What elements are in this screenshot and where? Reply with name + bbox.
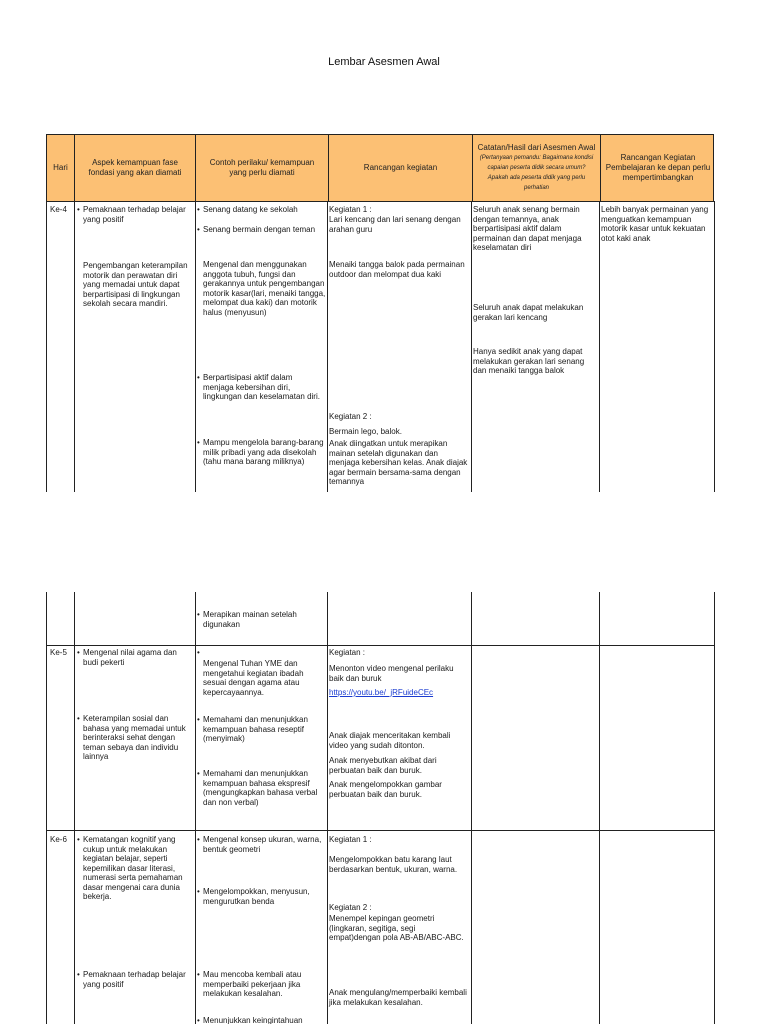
contoh-item: • Memahami dan menunjukkan kemampuan bahasa reseptif (menyimak) — [197, 715, 325, 744]
kegiatan-title: Kegiatan 2 : — [329, 412, 372, 421]
kegiatan-text: Anak mengelompokkan gambar perbuatan baik dan buruk. — [329, 780, 442, 799]
aspek-item: Pengembangan keterampilan motorik dan perawatan diri yang memadai untuk dapat berpartisipasi di lingkungan sekolah secara mandiri. — [83, 261, 188, 308]
header-catatan-note: (Pertanyaan pemandu: Bagaimana kondisi capaian peserta didik secara umum? Apakah ada peserta didik yang perlu perhatian — [479, 155, 594, 191]
kegiatan-text: Menempel kepingan geometri (lingkaran, segitiga, segi empat)dengan pola AB-AB/ABC-ABC. — [329, 914, 464, 942]
aspek-item: • Kematangan kognitif yang cukup untuk melakukan kegiatan belajar, seperti kepemilikan dasar literasi, numerasi serta pemahaman dasar mengenai cara dunia bekerja. — [77, 835, 193, 902]
header-catatan — [473, 135, 600, 201]
header-aspek: Aspek kemampuan fase fondasi yang akan diamati — [88, 158, 182, 177]
bullet-mark: • — [197, 648, 200, 657]
contoh-item: • Memahami dan menunjukkan kemampuan bahasa ekspresif (mengungkapkan bahasa verbal dan non verbal) — [197, 769, 325, 807]
kegiatan-title: Kegiatan 2 : — [329, 903, 372, 912]
aspek-item: • Pemaknaan terhadap belajar yang positif — [77, 205, 193, 224]
document-title: Lembar Asesmen Awal — [328, 56, 440, 68]
table-header — [46, 134, 714, 202]
row-ke5-hari: Ke-5 — [50, 648, 67, 657]
kegiatan-text: Bermain lego, balok. — [329, 427, 402, 436]
catatan-text: Seluruh anak dapat melakukan gerakan lari kencang — [473, 303, 584, 322]
contoh-item: Mengenal Tuhan YME dan mengetahui kegiatan ibadah sesuai dengan agama atau kepercayaannya. — [203, 659, 304, 697]
header-hari: Hari — [53, 163, 68, 172]
kegiatan-text: Mengelompokkan batu karang laut berdasarkan bentuk, ukuran, warna. — [329, 855, 458, 874]
video-link[interactable]: https://youtu.be/_jRFuideCEc — [329, 688, 434, 697]
contoh-item: • Mengenal konsep ukuran, warna, bentuk geometri — [197, 835, 325, 854]
catatan-text: Hanya sedikit anak yang dapat melakukan gerakan lari senang dan menaiki tangga balok — [473, 347, 585, 375]
kegiatan-title: Kegiatan 1 : — [329, 835, 372, 844]
rancangan-depan-text: Lebih banyak permainan yang menguatkan kemampuan motorik kasar untuk kekuatan otot kaki anak — [601, 205, 709, 243]
kegiatan-title: Kegiatan : — [329, 648, 366, 657]
kegiatan-text: Anak diingatkan untuk merapikan mainan setelah digunakan dan menjaga kebersihan kelas. Anak diajak agar bermain bersama-sama dengan temannya — [329, 439, 468, 486]
aspek-item: • Keterampilan sosial dan bahasa yang memadai untuk berinteraksi sehat dengan teman sebaya dan individu lainnya — [77, 714, 193, 762]
header-contoh: Contoh perilaku/ kemampuan yang perlu diamati — [209, 158, 315, 177]
aspek-item: • Mengenal nilai agama dan budi pekerti — [77, 648, 193, 667]
contoh-item: • Senang bermain dengan teman — [197, 225, 325, 235]
contoh-item: • Menunjukkan keingintahuan — [197, 1016, 325, 1024]
contoh-item: • Mau mencoba kembali atau memperbaiki pekerjaan jika melakukan kesalahan. — [197, 970, 325, 999]
row-ke4-hari: Ke-4 — [50, 205, 67, 214]
aspek-item: • Pemaknaan terhadap belajar yang positif — [77, 970, 193, 989]
header-rancangan-depan: Rancangan Kegiatan Pembelajaran ke depan perlu mempertimbangkan — [605, 153, 711, 182]
contoh-item: • Berpartisipasi aktif dalam menjaga kebersihan diri, lingkungan dan keselamatan diri. — [197, 373, 325, 402]
contoh-item: Mengenal dan menggunakan anggota tubuh, fungsi dan gerakannya untuk pengembangan motorik kasar(lari, menaiki tangga, melompat dua kaki) dan motorik halus (menyusun) — [203, 260, 326, 317]
kegiatan-text: Anak menyebutkan akibat dari perbuatan baik dan buruk. — [329, 756, 437, 775]
catatan-text: Seluruh anak senang bermain dengan temannya, anak berpartisipasi aktif dalam permainan dan dapat menjaga keselamatan diri — [473, 205, 582, 252]
kegiatan-text: Lari kencang dan lari senang dengan arahan guru — [329, 215, 461, 234]
header-catatan-label: Catatan/Hasil dari Asesmen Awal — [477, 143, 596, 152]
contoh-item: • Senang datang ke sekolah — [197, 205, 325, 215]
contoh-item: • Merapikan mainan setelah digunakan — [197, 610, 325, 629]
kegiatan-text: Menaiki tangga balok pada permainan outdoor dan melompat dua kaki — [329, 260, 465, 279]
kegiatan-text: Anak diajak menceritakan kembali video yang sudah ditonton. — [329, 731, 451, 750]
row-ke6-hari: Ke-6 — [50, 835, 67, 844]
kegiatan-title: Kegiatan 1 : — [329, 205, 372, 214]
header-rancangan: Rancangan kegiatan — [363, 163, 438, 172]
contoh-item: • Mengelompokkan, menyusun, mengurutkan benda — [197, 887, 325, 906]
kegiatan-text: Menonton video mengenal perilaku baik dan buruk — [329, 664, 454, 683]
contoh-item: • Mampu mengelola barang-barang milik pribadi yang ada disekolah (tahu mana barang miliknya) — [197, 438, 325, 467]
kegiatan-text: Anak mengulang/memperbaiki kembali jika melakukan kesalahan. — [329, 988, 467, 1007]
